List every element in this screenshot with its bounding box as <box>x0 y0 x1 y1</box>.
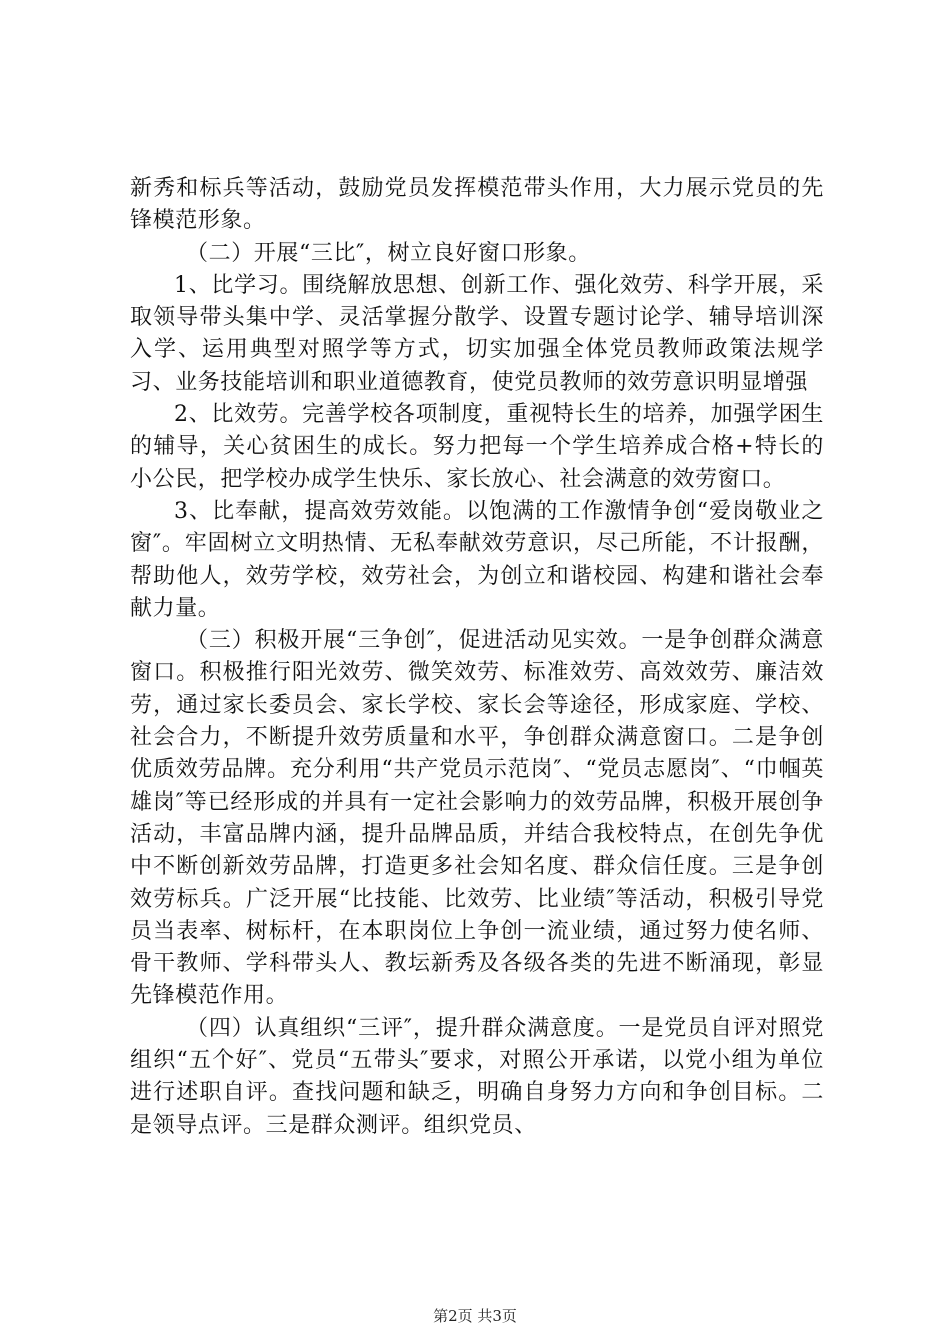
paragraph-compare-learning: 1、比学习。围绕解放思想、创新工作、强化效劳、科学开展，采取领导带头集中学、灵活掌握分散学、设置专题讨论学、辅导培训深入学、运用典型对照学等方式，切实加强全体党员教师政策法规学习、业务技能培训和职业道德教育，使党员教师的效劳意识明显增强 <box>130 272 824 395</box>
paragraph-continuation: 新秀和标兵等活动，鼓励党员发挥模范带头作用，大力展示党员的先锋模范形象。 <box>130 176 824 234</box>
paragraph-compare-service: 2、比效劳。完善学校各项制度，重视特长生的培养，加强学困生的辅导，关心贫困生的成长。努力把每一个学生培养成合格+特长的小公民，把学校办成学生快乐、家长放心、社会满意的效劳窗口。 <box>130 402 824 492</box>
paragraph-three-strive: （三）积极开展“三争创″，促进活动见实效。一是争创群众满意窗口。积极推行阳光效劳、微笑效劳、标准效劳、高效效劳、廉洁效劳，通过家长委员会、家长学校、家长会等途径，形成家庭、学校、社会合力，不断提升效劳质量和水平，争创群众满意窗口。二是争创优质效劳品牌。充分利用“共产党员示范岗″、“党员志愿岗″、“巾帼英雄岗″等已经形成的并具有一定社会影响力的效劳品牌，积极开展创争活动，丰富品牌内涵，提升品牌品质，并结合我校特点，在创先争优中不断创新效劳品牌，打造更多社会知名度、群众信任度。三是争创效劳标兵。广泛开展“比技能、比效劳、比业绩″等活动，积极引导党员当表率、树标杆，在本职岗位上争创一流业绩，通过努力使名师、骨干教师、学科带头人、教坛新秀及各级各类的先进不断涌现，彰显先锋模范作用。 <box>130 628 824 1009</box>
paragraph-compare-dedication: 3、比奉献，提高效劳效能。以饱满的工作激情争创“爱岗敬业之窗″。牢固树立文明热情、无私奉献效劳意识，尽己所能，不计报酬，帮助他人，效劳学校，效劳社会，为创立和谐校园、构建和谐社会奉献力量。 <box>130 498 824 621</box>
paragraph-three-evaluate: （四）认真组织“三评″，提升群众满意度。一是党员自评对照党组织“五个好″、党员“五带头″要求，对照公开承诺，以党小组为单位进行述职自评。查找问题和缺乏，明确自身努力方向和争创目标。二是领导点评。三是群众测评。组织党员、 <box>130 1015 824 1138</box>
section-heading-three-compare: （二）开展“三比″，树立良好窗口形象。 <box>186 240 591 266</box>
document-body <box>130 173 824 1142</box>
page-footer: 第2页 共3页 <box>433 1307 517 1325</box>
